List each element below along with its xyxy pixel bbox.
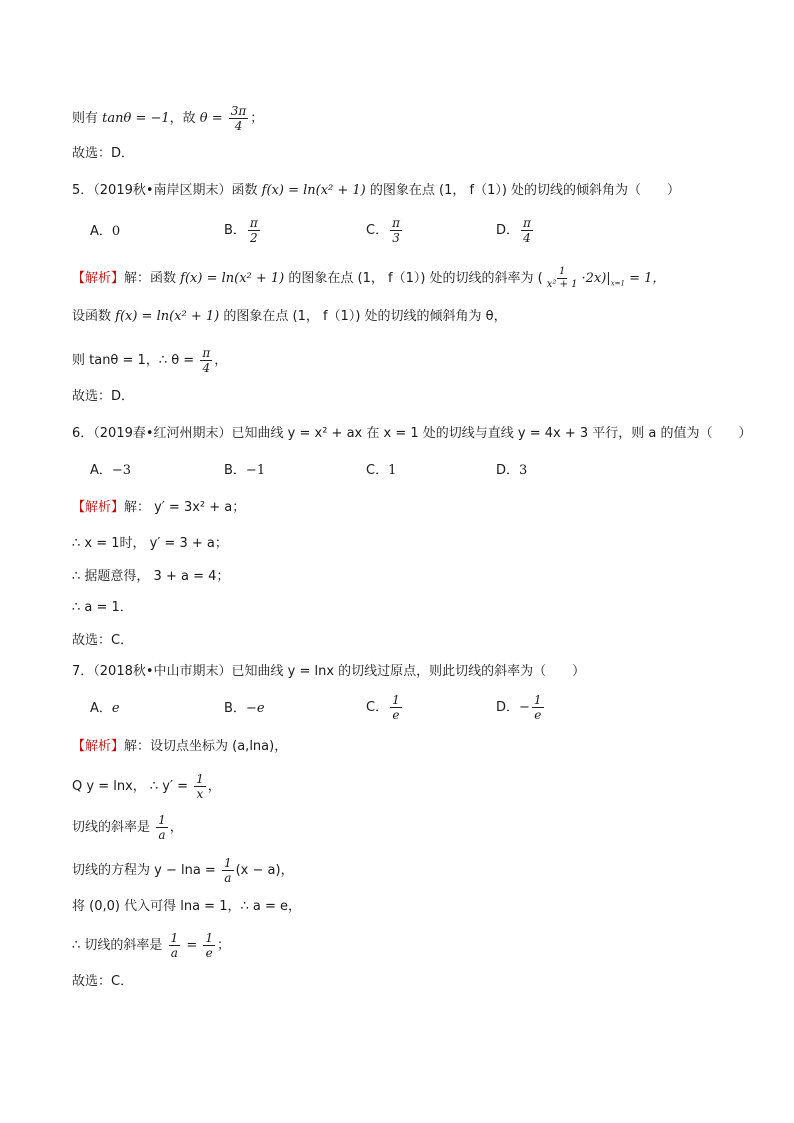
text: 解： y′ = 3x² + a；	[124, 500, 246, 515]
denominator: 3	[392, 231, 400, 245]
text: ，故	[169, 111, 200, 126]
option-label: D．	[496, 223, 520, 238]
denominator: e	[392, 708, 400, 722]
numerator: 1	[196, 772, 204, 786]
option-label: A．	[90, 224, 112, 239]
math-text: ·2x)|	[581, 271, 611, 286]
question-7-analysis-line-2	[72, 772, 221, 801]
denominator: a	[170, 946, 178, 960]
option-a	[90, 699, 120, 719]
question-7-analysis-line-4	[72, 856, 294, 885]
question-6-analysis-line-2: ∴ x = 1时， y′ = 3 + a；	[72, 536, 228, 551]
math-theta: θ =	[199, 111, 227, 126]
option-fraction	[248, 216, 260, 245]
text: 切线的斜率是	[72, 820, 155, 835]
fraction-1-a	[169, 931, 181, 960]
question-7-analysis	[72, 737, 287, 757]
numerator: 1	[558, 266, 566, 277]
text: Q y = lnx， ∴ y′ =	[72, 779, 193, 794]
option-label: C．	[366, 463, 389, 478]
question-5-analysis-line-2	[72, 307, 507, 327]
fraction-pi-4	[200, 346, 212, 375]
numerator: π	[523, 216, 531, 230]
option-value: −e	[245, 701, 265, 716]
math-tan: tanθ = −1	[102, 111, 170, 126]
denominator: a	[224, 871, 232, 885]
option-b	[224, 216, 262, 245]
question-6-analysis	[72, 498, 245, 518]
fraction-1-a	[222, 856, 234, 885]
numerator: π	[249, 216, 258, 230]
denominator: e	[534, 708, 542, 722]
option-label: A．	[90, 701, 112, 716]
option-label: C．	[366, 700, 389, 715]
solution-line-theta	[72, 104, 263, 133]
option-fraction	[390, 693, 402, 722]
option-value: e	[111, 701, 120, 716]
fraction-1-a	[156, 813, 168, 842]
denominator: 2	[250, 231, 258, 245]
denominator: 4	[234, 119, 243, 133]
text: 解：函数	[124, 271, 181, 286]
text: (x − a)，	[235, 863, 294, 878]
option-value: −3	[111, 463, 132, 478]
option-d	[496, 216, 535, 245]
option-value: −1	[245, 463, 266, 478]
subscript: x=1	[610, 279, 625, 288]
denominator: x² + 1	[546, 279, 578, 290]
fraction-3pi-4	[229, 104, 249, 133]
text: ，	[207, 779, 221, 794]
option-label: C．	[366, 223, 389, 238]
option-d	[496, 693, 546, 722]
text: 切线的方程为 y − lna =	[72, 863, 220, 878]
text: ；	[250, 111, 264, 126]
denominator: a	[158, 828, 166, 842]
text: 则 tanθ = 1，∴ θ =	[72, 353, 199, 368]
question-5-analysis-line-3	[72, 346, 227, 375]
option-value: 1	[388, 463, 397, 478]
answer-line: 故选：D．	[72, 146, 135, 161]
fraction-derivative	[545, 266, 580, 291]
option-label: D．	[496, 700, 520, 715]
question-7-analysis-line-3	[72, 813, 183, 842]
option-label: A．	[90, 463, 112, 478]
text: 的图象在点 (1， f（1）) 处的切线的倾斜角为（ ）	[365, 183, 681, 198]
equals: =	[182, 938, 202, 953]
question-7-analysis-line-6	[72, 931, 230, 960]
analysis-tag: 【解析】	[72, 271, 125, 286]
question-7-answer: 故选：C．	[72, 974, 134, 989]
question-5-answer: 故选：D．	[72, 389, 135, 404]
option-fraction	[390, 216, 402, 245]
text: ∴ 切线的斜率是	[72, 938, 167, 953]
option-label: B．	[224, 463, 246, 478]
denominator: e	[205, 946, 213, 960]
math-function: f(x) = ln(x² + 1)	[115, 309, 220, 324]
text: 5．（2019秋•南岸区期末）函数	[72, 183, 262, 198]
denominator: x	[196, 787, 204, 801]
text: ，	[169, 820, 183, 835]
numerator: 3π	[230, 104, 247, 118]
option-c	[366, 216, 404, 245]
numerator: 1	[205, 931, 213, 945]
numerator: π	[392, 216, 400, 230]
text: 解：设切点坐标为 (a,lna)，	[124, 739, 288, 754]
text: 的图象在点 (1， f（1）) 处的切线的斜率为 (	[284, 271, 543, 286]
question-5-analysis	[72, 266, 665, 294]
option-a	[90, 222, 120, 242]
option-b	[224, 699, 265, 719]
denominator: 4	[202, 361, 211, 375]
text: 则有	[72, 111, 103, 126]
option-label: B．	[224, 223, 246, 238]
analysis-tag: 【解析】	[72, 739, 125, 754]
numerator: 1	[158, 813, 166, 827]
analysis-tag: 【解析】	[72, 500, 125, 515]
option-value: 3	[519, 463, 528, 478]
option-a	[90, 461, 131, 481]
numerator: 1	[392, 693, 400, 707]
numerator: 1	[170, 931, 179, 945]
math-function: f(x) = ln(x² + 1)	[261, 183, 366, 198]
question-6-analysis-line-3: ∴ 据题意得， 3 + a = 4；	[72, 569, 230, 584]
option-b	[224, 461, 265, 481]
math-text: = 1，	[624, 271, 666, 286]
option-fraction	[532, 693, 544, 722]
option-c	[366, 461, 396, 481]
option-fraction	[521, 216, 533, 245]
option-label: D．	[496, 463, 520, 478]
option-c	[366, 693, 404, 722]
fraction-1-e	[203, 931, 215, 960]
numerator: 1	[533, 693, 542, 707]
question-7-analysis-line-5: 将 (0,0) 代入可得 lna = 1，∴ a = e，	[72, 899, 301, 914]
text: 设函数	[72, 309, 116, 324]
option-value: 0	[111, 224, 121, 239]
minus-sign: −	[519, 700, 530, 715]
option-label: B．	[224, 701, 246, 716]
numerator: 1	[223, 856, 232, 870]
text: ，	[214, 353, 228, 368]
math-function: f(x) = ln(x² + 1)	[180, 271, 285, 286]
option-d	[496, 461, 527, 481]
denominator: 4	[523, 231, 531, 245]
question-6-analysis-line-4: ∴ a = 1．	[72, 600, 133, 615]
numerator: π	[202, 346, 211, 360]
question-6-answer: 故选：C．	[72, 633, 134, 648]
text: 的图象在点 (1， f（1）) 处的切线的倾斜角为 θ，	[219, 309, 507, 324]
question-6-stem: 6．（2019春•红河州期末）已知曲线 y = x² + ax 在 x = 1 处的切线与直线 y = 4x + 3 平行，则 a 的值为（ ）	[72, 426, 752, 441]
fraction-1-x	[194, 772, 206, 801]
question-5-stem	[72, 181, 680, 201]
text: ；	[217, 938, 231, 953]
question-7-stem: 7．（2018秋•中山市期末）已知曲线 y = lnx 的切线过原点，则此切线的斜率为（ ）	[72, 664, 586, 679]
